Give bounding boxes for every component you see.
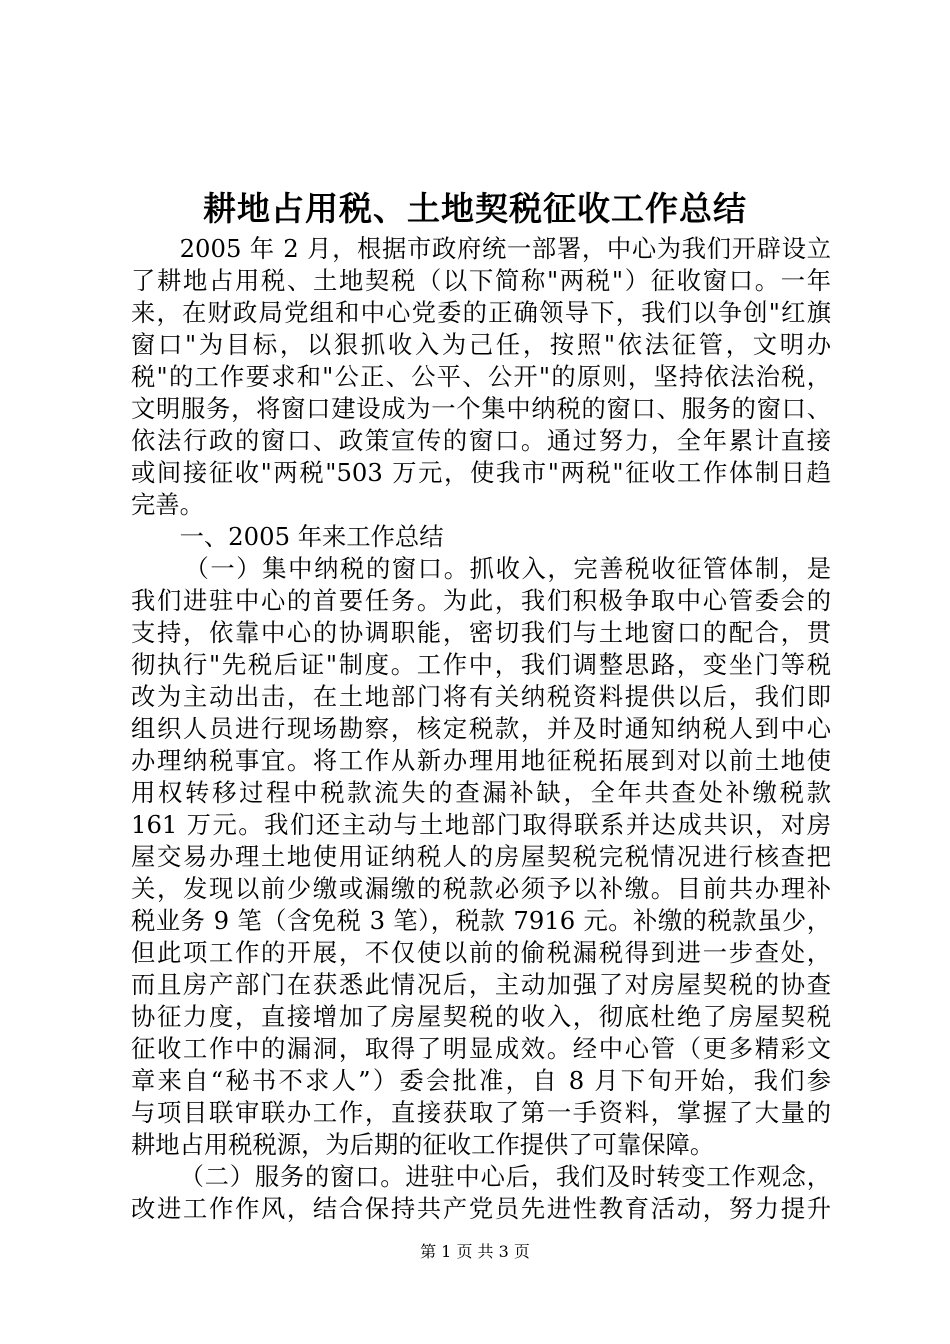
- body-text-line: 章来自“秘书不求人”）委会批准，自 8 月下旬开始，我们参: [131, 1066, 831, 1095]
- body-text-line: 161 万元。我们还主动与土地部门取得联系并达成共识，对房: [131, 810, 831, 839]
- body-text-line: 耕地占用税税源，为后期的征收工作提供了可靠保障。: [131, 1130, 715, 1159]
- body-text-line: 屋交易办理土地使用证纳税人的房屋契税完税情况进行核查把: [131, 842, 831, 871]
- body-text-line: 2005 年 2 月，根据市政府统一部署，中心为我们开辟设立: [179, 234, 831, 263]
- body-text-line: （二）服务的窗口。进驻中心后，我们及时转变工作观念，: [179, 1162, 831, 1191]
- body-text-line: 来，在财政局党组和中心党委的正确领导下，我们以争创"红旗: [131, 298, 831, 327]
- body-text-line: 窗口"为目标，以狠抓收入为己任，按照"依法征管，文明办: [131, 330, 831, 359]
- body-text-line: 或间接征收"两税"503 万元，使我市"两税"征收工作体制日趋: [131, 458, 831, 487]
- body-text-line: 彻执行"先税后证"制度。工作中，我们调整思路，变坐门等税: [131, 650, 831, 679]
- body-text-line: 我们进驻中心的首要任务。为此，我们积极争取中心管委会的: [131, 586, 831, 615]
- body-text-line: 组织人员进行现场勘察，核定税款，并及时通知纳税人到中心: [131, 714, 831, 743]
- body-text-line: 改为主动出击，在土地部门将有关纳税资料提供以后，我们即: [131, 682, 831, 711]
- body-text-line: 一、2005 年来工作总结: [179, 522, 444, 551]
- body-text-line: 协征力度，直接增加了房屋契税的收入，彻底杜绝了房屋契税: [131, 1002, 831, 1031]
- body-text-line: 依法行政的窗口、政策宣传的窗口。通过努力，全年累计直接: [131, 426, 831, 455]
- body-text-line: （一）集中纳税的窗口。抓收入，完善税收征管体制，是: [184, 554, 831, 583]
- page-footer: 第 1 页 共 3 页: [420, 1242, 530, 1261]
- body-text-line: 税"的工作要求和"公正、公平、公开"的原则，坚持依法治税，: [131, 362, 831, 391]
- body-text-line: 办理纳税事宜。将工作从新办理用地征税拓展到对以前土地使: [131, 746, 831, 775]
- body-text-line: 用权转移过程中税款流失的查漏补缺，全年共查处补缴税款: [131, 778, 831, 807]
- document-body: [131, 233, 831, 1225]
- document-title: 耕地占用税、土地契税征收工作总结: [203, 189, 747, 228]
- body-text-line: 完善。: [131, 490, 204, 519]
- body-text-line: 与项目联审联办工作，直接获取了第一手资料，掌握了大量的: [131, 1098, 831, 1127]
- body-text-line: 税业务 9 笔（含免税 3 笔），税款 7916 元。补缴的税款虽少，: [131, 906, 831, 935]
- body-text-line: 了耕地占用税、土地契税（以下简称"两税"）征收窗口。一年: [131, 266, 831, 295]
- body-text-line: 征收工作中的漏洞，取得了明显成效。经中心管（更多精彩文: [131, 1034, 831, 1063]
- body-text-line: 关，发现以前少缴或漏缴的税款必须予以补缴。目前共办理补: [131, 874, 831, 903]
- body-text-line: 但此项工作的开展，不仅使以前的偷税漏税得到进一步查处，: [131, 938, 831, 967]
- body-text-line: 改进工作作风，结合保持共产党员先进性教育活动，努力提升: [131, 1194, 831, 1223]
- body-text-line: 支持，依靠中心的协调职能，密切我们与土地窗口的配合，贯: [131, 618, 831, 647]
- body-text-line: 文明服务，将窗口建设成为一个集中纳税的窗口、服务的窗口、: [131, 394, 831, 423]
- body-text-line: 而且房产部门在获悉此情况后，主动加强了对房屋契税的协查: [131, 970, 831, 999]
